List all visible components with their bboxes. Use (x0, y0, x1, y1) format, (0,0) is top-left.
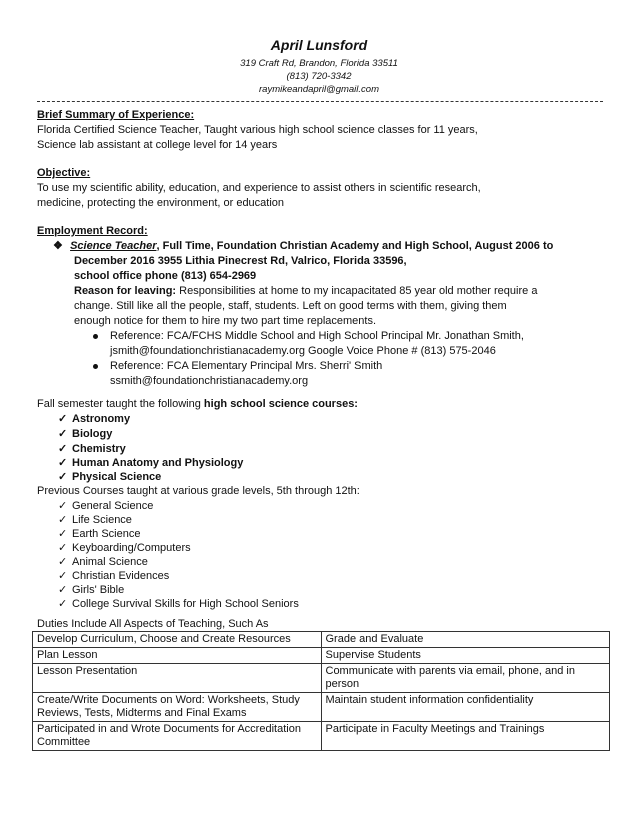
reason-label: Reason for leaving: (74, 285, 177, 297)
list-item: ✓ Chemistry (58, 443, 126, 455)
list-item: ✓ Human Anatomy and Physiology (58, 457, 244, 469)
list-item: ✓ Animal Science (58, 556, 148, 568)
summary-heading: Brief Summary of Experience: (37, 109, 195, 121)
list-item: ✓ Christian Evidences (58, 570, 170, 582)
table-cell: Develop Curriculum, Choose and Create Resources (33, 632, 322, 648)
reference-1-text: Reference: FCA/FCHS Middle School and High School Principal Mr. Jonathan Smith, (110, 330, 524, 342)
list-item: ✓ Girls' Bible (58, 584, 125, 596)
duties-intro: Duties Include All Aspects of Teaching, Such As (37, 618, 269, 630)
check-icon: ✓ (58, 598, 68, 610)
reason-line-3: enough notice for them to hire my two part time replacements. (74, 315, 377, 327)
table-cell: Lesson Presentation (33, 664, 322, 693)
job-entry-line-1 (53, 239, 553, 253)
check-icon: ✓ (58, 443, 68, 455)
list-item: ✓ Life Science (58, 514, 132, 526)
objective-line-1: To use my scientific ability, education, and experience to assist others in scientific research, (37, 182, 481, 194)
check-icon: ✓ (58, 471, 68, 483)
table-row (33, 648, 610, 664)
table-cell: Supervise Students (321, 648, 610, 664)
reason-line-1 (74, 284, 537, 298)
table-cell: Plan Lesson (33, 648, 322, 664)
bullet-icon (93, 364, 98, 369)
list-item: ✓ Physical Science (58, 471, 162, 483)
check-icon: ✓ (58, 542, 68, 554)
reference-1-line-2: jsmith@foundationchristianacademy.org Google Voice Phone # (813) 575-2046 (110, 345, 496, 357)
table-row (33, 664, 610, 693)
diamond-bullet-icon: ❖ (53, 240, 63, 252)
check-icon: ✓ (58, 528, 68, 540)
previous-courses-intro: Previous Courses taught at various grade levels, 5th through 12th: (37, 485, 360, 497)
check-icon: ✓ (58, 556, 68, 568)
header-divider (37, 101, 603, 102)
reference-2-line-1 (93, 359, 382, 373)
list-item: ✓ Earth Science (58, 528, 141, 540)
table-cell: Communicate with parents via email, phone, and in person (321, 664, 610, 693)
reference-1-line-1 (93, 329, 524, 343)
job-title: Science Teacher (70, 240, 157, 252)
job-employer: , Full Time, Foundation Christian Academy and High School, August 2006 to (156, 240, 554, 252)
list-item: ✓ Keyboarding/Computers (58, 542, 191, 554)
check-icon: ✓ (58, 500, 68, 512)
job-entry-line-2: December 2016 3955 Lithia Pinecrest Rd, Valrico, Florida 33596, (74, 255, 407, 267)
phone: (813) 720-3342 (286, 71, 352, 82)
objective-heading: Objective: (37, 167, 91, 179)
fall-courses-intro (37, 397, 358, 411)
reason-text-1: Responsibilities at home to my incapacitated 85 year old mother require a (176, 285, 538, 297)
job-entry-line-3: school office phone (813) 654-2969 (74, 270, 257, 282)
summary-line-1: Florida Certified Science Teacher, Taught various high school science classes for 11 years, (37, 124, 478, 136)
list-item: ✓ College Survival Skills for High School Seniors (58, 598, 299, 610)
table-cell: Maintain student information confidentiality (321, 693, 610, 722)
fall-intro-bold: high school science courses: (203, 398, 358, 410)
reason-line-2: change. Still like all the people, staff, students. Left on good terms with them, giving them (74, 300, 507, 312)
bullet-icon (93, 334, 98, 339)
duties-table (32, 631, 610, 751)
check-icon: ✓ (58, 514, 68, 526)
reference-2-text: Reference: FCA Elementary Principal Mrs. Sherri' Smith (110, 360, 383, 372)
table-row (33, 722, 610, 751)
table-cell: Grade and Evaluate (321, 632, 610, 648)
check-icon: ✓ (58, 584, 68, 596)
list-item: ✓ Biology (58, 428, 113, 440)
reference-2-line-2: ssmith@foundationchristianacademy.org (110, 375, 309, 387)
table-row (33, 632, 610, 648)
list-item: ✓ Astronomy (58, 413, 131, 425)
fall-intro-text: Fall semester taught the following (37, 398, 204, 410)
applicant-name: April Lunsford (270, 37, 368, 53)
list-item: ✓ General Science (58, 500, 154, 512)
objective-line-2: medicine, protecting the environment, or education (37, 197, 285, 209)
check-icon: ✓ (58, 413, 68, 425)
summary-line-2: Science lab assistant at college level for 14 years (37, 139, 278, 151)
table-cell: Create/Write Documents on Word: Worksheets, Study Reviews, Tests, Midterms and Final Exams (33, 693, 322, 722)
check-icon: ✓ (58, 570, 68, 582)
address: 319 Craft Rd, Brandon, Florida 33511 (240, 58, 398, 69)
check-icon: ✓ (58, 428, 68, 440)
check-icon: ✓ (58, 457, 68, 469)
table-cell: Participate in Faculty Meetings and Trainings (321, 722, 610, 751)
employment-heading: Employment Record: (37, 225, 148, 237)
table-row (33, 693, 610, 722)
table-cell: Participated in and Wrote Documents for Accreditation Committee (33, 722, 322, 751)
email: raymikeandapril@gmail.com (259, 84, 379, 95)
